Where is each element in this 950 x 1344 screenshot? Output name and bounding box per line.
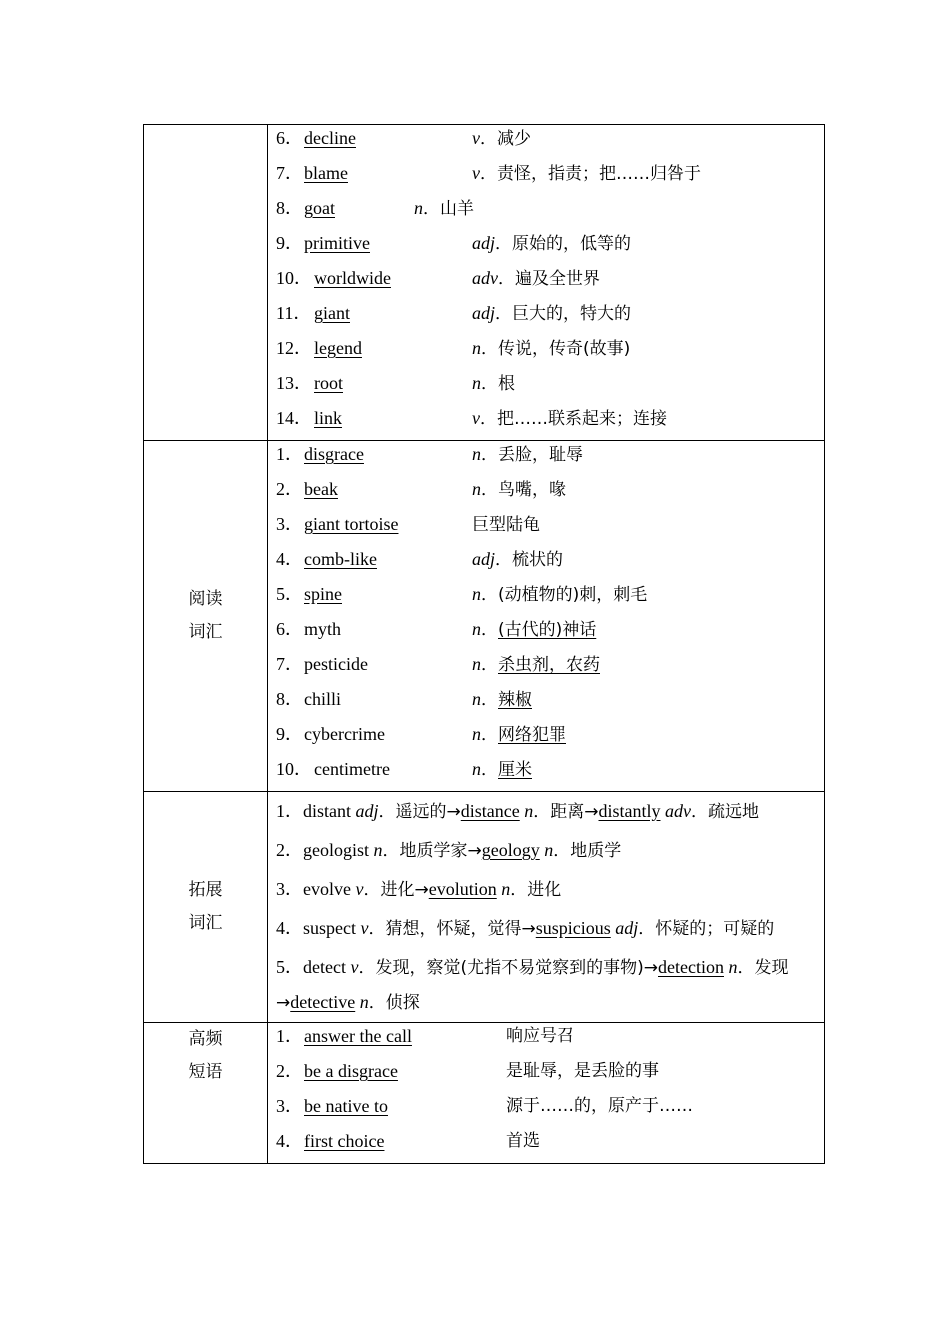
- item-word: link: [314, 408, 343, 428]
- derived-word: suspicious: [535, 918, 611, 938]
- item-number: 3．: [276, 879, 303, 899]
- phrase-meaning: 是耻辱，是丢脸的事: [506, 1061, 659, 1081]
- part-of-speech: n: [472, 373, 481, 393]
- base-meaning: ．发现，察觉(尤指不易觉察到的事物)→: [358, 958, 658, 978]
- vocab-item: [276, 265, 816, 300]
- part-of-speech: n: [472, 444, 481, 464]
- item-word: myth: [304, 619, 342, 639]
- phrase-item: [276, 1023, 816, 1058]
- vocab-item: [276, 125, 816, 160]
- part-of-speech: n: [472, 759, 481, 779]
- part-of-speech: n: [472, 724, 481, 744]
- item-number: 2．: [276, 1061, 303, 1081]
- meaning-text: 巨型陆龟: [472, 515, 540, 535]
- dot: ．: [495, 304, 513, 324]
- dot: ．: [481, 339, 498, 359]
- part-of-speech: n: [472, 584, 481, 604]
- part-of-speech: v: [350, 957, 359, 977]
- phrase-text: be native to: [304, 1096, 388, 1116]
- part-of-speech: v: [472, 128, 480, 148]
- part-of-speech: adv: [665, 801, 691, 821]
- section-phrases: [144, 1023, 825, 1164]
- reading-words-list: [268, 441, 825, 792]
- meaning-text: 梳状的: [512, 550, 564, 570]
- vocab-item: [276, 370, 816, 405]
- item-meaning: [472, 160, 701, 188]
- meaning-text: 网络犯罪: [498, 725, 566, 745]
- item-meaning: [472, 511, 540, 539]
- part-of-speech: n: [414, 198, 423, 218]
- dot: ．: [480, 409, 497, 429]
- part-of-speech: n: [524, 801, 534, 821]
- section-label-phrases: [144, 1023, 268, 1164]
- item-word: blame: [304, 163, 348, 183]
- item-number: 2．: [276, 479, 303, 499]
- derivation-item: [276, 909, 816, 948]
- phrases-list: [268, 1023, 825, 1164]
- item-meaning: [472, 581, 647, 609]
- derivation-item: [276, 831, 816, 870]
- derivation-item: [276, 792, 816, 831]
- phrase-text: be a disgrace: [304, 1061, 398, 1081]
- item-number: 6．: [276, 128, 303, 148]
- phrase-meaning: 响应号召: [506, 1026, 574, 1046]
- item-number: 8．: [276, 198, 303, 218]
- phrase-meaning: 首选: [506, 1131, 540, 1151]
- item-number: 4．: [276, 549, 303, 569]
- vocab-item: [276, 335, 816, 370]
- meaning-text: 辣椒: [498, 690, 532, 710]
- item-meaning: [414, 195, 474, 223]
- item-word: giant: [314, 303, 350, 323]
- dot: ．: [481, 690, 498, 710]
- meaning-text: 山羊: [440, 199, 474, 219]
- dot: ．: [480, 164, 497, 184]
- dot: ．: [495, 550, 513, 570]
- vocab-item: [276, 441, 816, 476]
- meaning-text: 厘米: [498, 760, 532, 780]
- derived-word: detection: [658, 957, 724, 977]
- item-number: 1．: [276, 801, 303, 821]
- meaning-text: 鸟嘴，喙: [498, 480, 566, 500]
- dot: ．: [481, 620, 498, 640]
- vocab-item: [276, 195, 816, 230]
- section-label-reading: [144, 441, 268, 792]
- core-words-list: [268, 125, 825, 441]
- dot: ．: [495, 234, 513, 254]
- section-core-words: [144, 125, 825, 441]
- item-word: decline: [304, 128, 356, 148]
- item-word: giant tortoise: [304, 514, 399, 534]
- part-of-speech: v: [472, 408, 480, 428]
- part-of-speech: n: [373, 840, 383, 860]
- dot: ．: [481, 585, 498, 605]
- derivation-item: [276, 948, 816, 1022]
- item-number: 3．: [276, 514, 303, 534]
- label-line: 词汇: [188, 622, 223, 642]
- item-meaning: [472, 616, 596, 644]
- item-word: legend: [314, 338, 362, 358]
- item-word: cybercrime: [304, 724, 385, 744]
- derived-word: detective: [290, 992, 356, 1012]
- vocab-item: [276, 300, 816, 335]
- base-word: evolve: [303, 879, 356, 899]
- vocab-item: [276, 546, 816, 581]
- extended-words-list: [268, 792, 825, 1023]
- vocab-item: [276, 686, 816, 721]
- item-meaning: [472, 756, 532, 784]
- dot: ．: [423, 199, 440, 219]
- part-of-speech: v: [472, 163, 480, 183]
- part-of-speech: n: [728, 957, 738, 977]
- section-reading-words: [144, 441, 825, 792]
- phrase-item: [276, 1128, 816, 1163]
- part-of-speech: n: [544, 840, 554, 860]
- dot: ．: [481, 655, 498, 675]
- item-number: 11．: [276, 303, 312, 323]
- vocab-item: [276, 160, 816, 195]
- phrase-item: [276, 1058, 816, 1093]
- base-meaning: ．猜想，怀疑，觉得→: [368, 919, 536, 939]
- meaning-text: 减少: [497, 129, 531, 149]
- derived-meaning: ．疏远地: [691, 802, 759, 822]
- derived-meaning: ．地质学: [553, 841, 622, 861]
- item-number: 1．: [276, 1026, 303, 1046]
- item-word: spine: [304, 584, 342, 604]
- dot: ．: [481, 374, 498, 394]
- derived-meaning: ．发现→: [276, 958, 789, 1013]
- part-of-speech: n: [472, 689, 481, 709]
- item-meaning: [472, 686, 532, 714]
- label-line: 阅读: [188, 589, 223, 609]
- item-meaning: [472, 125, 531, 153]
- vocab-item: [276, 756, 816, 791]
- meaning-text: 把……联系起来；连接: [497, 409, 667, 429]
- derived-meaning: ．距离→: [533, 802, 599, 822]
- vocab-item: [276, 405, 816, 440]
- meaning-text: 杀虫剂，农药: [498, 655, 600, 675]
- derivation-item: [276, 870, 816, 909]
- item-word: goat: [304, 198, 335, 218]
- derived-meaning: ．侦探: [368, 993, 420, 1013]
- meaning-text: 传说，传奇(故事): [498, 339, 631, 359]
- part-of-speech: adv: [472, 268, 498, 288]
- part-of-speech: v: [355, 879, 364, 899]
- dot: ．: [481, 445, 498, 465]
- item-word: disgrace: [304, 444, 364, 464]
- item-number: 3．: [276, 1096, 303, 1116]
- item-number: 10．: [276, 759, 312, 779]
- section-label-empty: [144, 125, 268, 441]
- item-meaning: [472, 651, 600, 679]
- item-word: pesticide: [304, 654, 368, 674]
- vocab-item: [276, 511, 816, 546]
- phrase-text: first choice: [304, 1131, 385, 1151]
- section-extended-words: [144, 792, 825, 1023]
- item-word: worldwide: [314, 268, 391, 288]
- vocab-item: [276, 616, 816, 651]
- vocab-item: [276, 581, 816, 616]
- dot: ．: [481, 760, 498, 780]
- item-word: centimetre: [314, 759, 390, 779]
- derived-word: geology: [481, 840, 540, 860]
- section-label-extended: [144, 792, 268, 1023]
- derived-word: distance: [460, 801, 520, 821]
- part-of-speech: n: [472, 619, 481, 639]
- part-of-speech: n: [472, 654, 481, 674]
- item-number: 6．: [276, 619, 303, 639]
- label-line: 高频: [188, 1029, 223, 1049]
- item-word: primitive: [304, 233, 370, 253]
- meaning-text: 丢脸，耻辱: [498, 445, 583, 465]
- item-number: 5．: [276, 584, 303, 604]
- item-word: comb-like: [304, 549, 377, 569]
- derived-word: evolution: [428, 879, 497, 899]
- dot: ．: [481, 480, 498, 500]
- part-of-speech: n: [472, 479, 481, 499]
- vocab-item: [276, 721, 816, 756]
- part-of-speech: n: [501, 879, 511, 899]
- phrase-item: [276, 1093, 816, 1128]
- base-word: distant: [303, 801, 356, 821]
- phrase-text: answer the call: [304, 1026, 412, 1046]
- item-meaning: [472, 405, 667, 433]
- base-meaning: ．进化→: [363, 880, 429, 900]
- item-meaning: [472, 265, 600, 293]
- vocab-item: [276, 651, 816, 686]
- meaning-text: (古代的)神话: [498, 620, 597, 640]
- base-word: detect: [303, 957, 351, 977]
- item-number: 1．: [276, 444, 303, 464]
- part-of-speech: adj: [472, 549, 496, 569]
- part-of-speech: adj: [355, 801, 379, 821]
- phrase-meaning: 源于……的，原产于……: [506, 1096, 693, 1116]
- dot: ．: [498, 269, 515, 289]
- derived-word: distantly: [598, 801, 661, 821]
- meaning-text: 根: [498, 374, 515, 394]
- vocabulary-table: [143, 124, 825, 1164]
- item-number: 9．: [276, 233, 303, 253]
- item-meaning: [472, 370, 515, 398]
- meaning-text: 遍及全世界: [515, 269, 600, 289]
- base-meaning: ．遥远的→: [378, 802, 461, 822]
- part-of-speech: adj: [472, 233, 496, 253]
- item-number: 9．: [276, 724, 303, 744]
- item-number: 14．: [276, 408, 312, 428]
- item-meaning: [472, 335, 630, 363]
- item-number: 8．: [276, 689, 303, 709]
- item-meaning: [472, 546, 563, 574]
- item-number: 13．: [276, 373, 312, 393]
- part-of-speech: n: [359, 992, 369, 1012]
- label-line: 短语: [188, 1062, 223, 1082]
- item-meaning: [472, 476, 566, 504]
- vocab-item: [276, 230, 816, 265]
- item-number: 10．: [276, 268, 312, 288]
- base-meaning: ．地质学家→: [382, 841, 482, 861]
- item-word: beak: [304, 479, 338, 499]
- item-number: 4．: [276, 918, 303, 938]
- item-word: chilli: [304, 689, 341, 709]
- meaning-text: 原始的，低等的: [512, 234, 632, 254]
- item-meaning: [472, 721, 566, 749]
- meaning-text: 巨大的，特大的: [512, 304, 632, 324]
- item-meaning: [472, 300, 631, 328]
- item-number: 2．: [276, 840, 303, 860]
- base-word: geologist: [303, 840, 374, 860]
- derived-meaning: ．进化: [510, 880, 562, 900]
- item-number: 12．: [276, 338, 312, 358]
- vocab-item: [276, 476, 816, 511]
- item-meaning: [472, 230, 631, 258]
- part-of-speech: adj: [615, 918, 639, 938]
- item-number: 7．: [276, 163, 303, 183]
- item-number: 5．: [276, 957, 303, 977]
- meaning-text: (动植物的)刺，刺毛: [498, 585, 648, 605]
- part-of-speech: n: [472, 338, 481, 358]
- part-of-speech: v: [360, 918, 369, 938]
- item-meaning: [472, 441, 583, 469]
- derived-meaning: ．怀疑的；可疑的: [638, 919, 775, 939]
- meaning-text: 责怪，指责；把……归咎于: [497, 164, 701, 184]
- item-word: root: [314, 373, 343, 393]
- label-line: 词汇: [188, 913, 223, 933]
- dot: ．: [480, 129, 497, 149]
- item-number: 7．: [276, 654, 303, 674]
- dot: ．: [481, 725, 498, 745]
- label-line: 拓展: [188, 880, 223, 900]
- item-number: 4．: [276, 1131, 303, 1151]
- part-of-speech: adj: [472, 303, 496, 323]
- base-word: suspect: [303, 918, 361, 938]
